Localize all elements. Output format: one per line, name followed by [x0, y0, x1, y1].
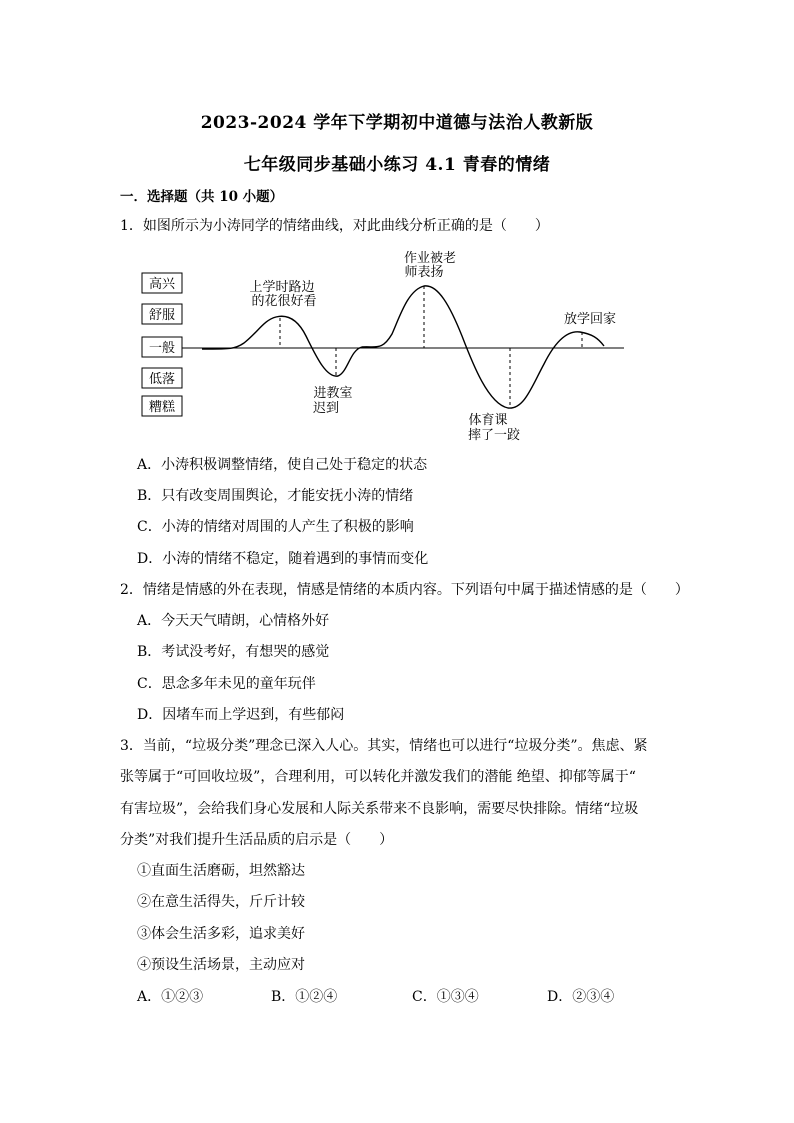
svg-text:低落: 低落 [148, 372, 176, 387]
annotation-praise-line2: 师表扬 [404, 265, 444, 280]
q3-statement-3: ③体会生活多彩，追求美好 [137, 926, 305, 942]
q2-option-d: D．因堵车而上学迟到，有些郁闷 [137, 707, 345, 723]
q1-option-a: A．小涛积极调整情绪，使自己处于稳定的状态 [137, 457, 428, 473]
annotation-fall-line1: 体育课 [468, 413, 508, 428]
level-box-comfortable [142, 304, 182, 324]
annotation-fall-line2: 摔了一跤 [467, 428, 521, 443]
q3-statement-1: ①直面生活磨砺，坦然豁达 [137, 863, 305, 879]
q1-option-c: C．小涛的情绪对周围的人产生了积极的影响 [137, 519, 414, 535]
q2-option-b: B．考试没考好，有想哭的感觉 [137, 644, 330, 660]
annotation-flowers-line2: 的花很好看 [251, 294, 317, 309]
q1-option-d: D．小涛的情绪不稳定，随着遇到的事情而变化 [137, 551, 429, 567]
q1-option-b: B．只有改变周围舆论，才能安抚小涛的情绪 [137, 488, 414, 504]
question-1-stem: 1．如图所示为小涛同学的情绪曲线，对此曲线分析正确的是（ ） [120, 218, 549, 234]
annotation-late-line2: 迟到 [312, 401, 340, 416]
level-box-normal [142, 337, 182, 357]
q3-statement-2: ②在意生活得失，斤斤计较 [137, 894, 305, 910]
section-heading: 一．选择题（共 10 小题） [120, 189, 284, 205]
svg-text:一般: 一般 [148, 341, 176, 356]
q3-choice-d: D．②③④ [547, 989, 615, 1005]
q3-choice-b: B．①②④ [271, 989, 338, 1005]
page-title-line-1: 2023-2024 学年下学期初中道德与法治人教新版 [200, 113, 594, 133]
level-box-low [142, 368, 182, 388]
level-box-terrible [142, 396, 182, 416]
annotation-flowers-line1: 上学时路边 [249, 280, 315, 295]
svg-text:糟糕: 糟糕 [148, 400, 176, 415]
q3-choice-c: C．①③④ [412, 989, 479, 1005]
q2-option-c: C．思念多年未见的童年玩伴 [137, 676, 316, 692]
page-title-line-2: 七年级同步基础小练习 4.1 青春的情绪 [243, 155, 551, 175]
level-box-high [142, 273, 182, 293]
q3-choice-a: A．①②③ [137, 989, 204, 1005]
annotation-late-line1: 进教室 [313, 386, 353, 401]
q3-statement-4: ④预设生活场景，主动应对 [137, 957, 305, 973]
question-2-stem: 2．情绪是情感的外在表现，情感是情绪的本质内容。下列语句中属于描述情感的是（ ） [120, 582, 689, 598]
annotation-home: 放学回家 [563, 312, 617, 327]
emotion-curve-figure [136, 246, 636, 446]
svg-text:高兴: 高兴 [148, 277, 176, 292]
question-3-stem-line1: 3．当前，“垃圾分类”理念已深入人心。其实，情绪也可以进行“垃圾分类”。焦虑、紧 [120, 738, 648, 754]
q2-option-a: A．今天天气晴朗，心情格外好 [137, 613, 330, 629]
question-3-stem-line3: 有害垃圾”，会给我们身心发展和人际关系带来不良影响，需要尽快排除。情绪“垃圾 [120, 801, 639, 817]
emotion-curve-svg [136, 246, 636, 446]
annotation-praise-line1: 作业被老 [403, 251, 457, 266]
question-3-stem-line4: 分类”对我们提升生活品质的启示是（ ） [120, 832, 394, 848]
question-3-stem-line2: 张等属于“可回收垃圾”，合理利用，可以转化并激发我们的潜能 绝望、抑郁等属于“ [120, 769, 636, 785]
svg-text:舒服: 舒服 [148, 308, 176, 323]
